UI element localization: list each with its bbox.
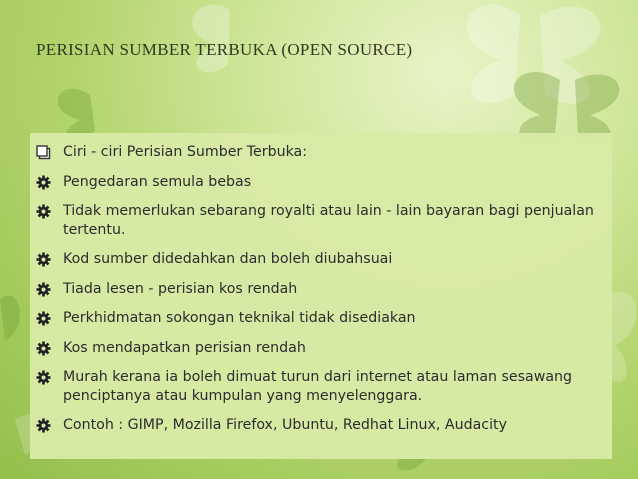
bullet-text: Kod sumber didedahkan dan boleh diubahsuai [63,251,393,267]
gear-icon [36,370,51,385]
list-item [36,416,596,435]
bullet-text: Murah kerana ia boleh dimuat turun dari internet atau laman sesawang penciptanya atau kumpulan yang menyelenggara. [63,369,573,404]
bullet-text: Contoh : GIMP, Mozilla Firefox, Ubuntu, Redhat Linux, Audacity [63,417,507,433]
checkbox-icon [36,145,51,160]
gear-icon [36,204,51,219]
bullet-list [36,143,596,446]
gear-icon [36,252,51,267]
gear-icon [36,341,51,356]
bullet-text: Perkhidmatan sokongan teknikal tidak disediakan [63,310,416,326]
gear-icon [36,311,51,326]
list-item [36,173,596,192]
bullet-text: Tidak memerlukan sebarang royalti atau lain - lain bayaran bagi penjualan tertentu. [63,203,594,238]
slide-title: PERISIAN SUMBER TERBUKA (OPEN SOURCE) [36,40,413,59]
list-item [36,309,596,328]
gear-icon [36,282,51,297]
bullet-text: Kos mendapatkan perisian rendah [63,339,306,356]
list-item [36,250,596,269]
gear-icon [36,418,51,433]
bullet-text: Pengedaran semula bebas [63,173,252,190]
bullet-text: Ciri - ciri Perisian Sumber Terbuka: [63,144,308,160]
list-item [36,339,596,358]
list-item [36,368,596,405]
list-item [36,280,596,299]
list-item [36,202,596,239]
bullet-text: Tiada lesen - perisian kos rendah [63,280,298,297]
list-item [36,143,596,162]
gear-icon [36,175,51,190]
